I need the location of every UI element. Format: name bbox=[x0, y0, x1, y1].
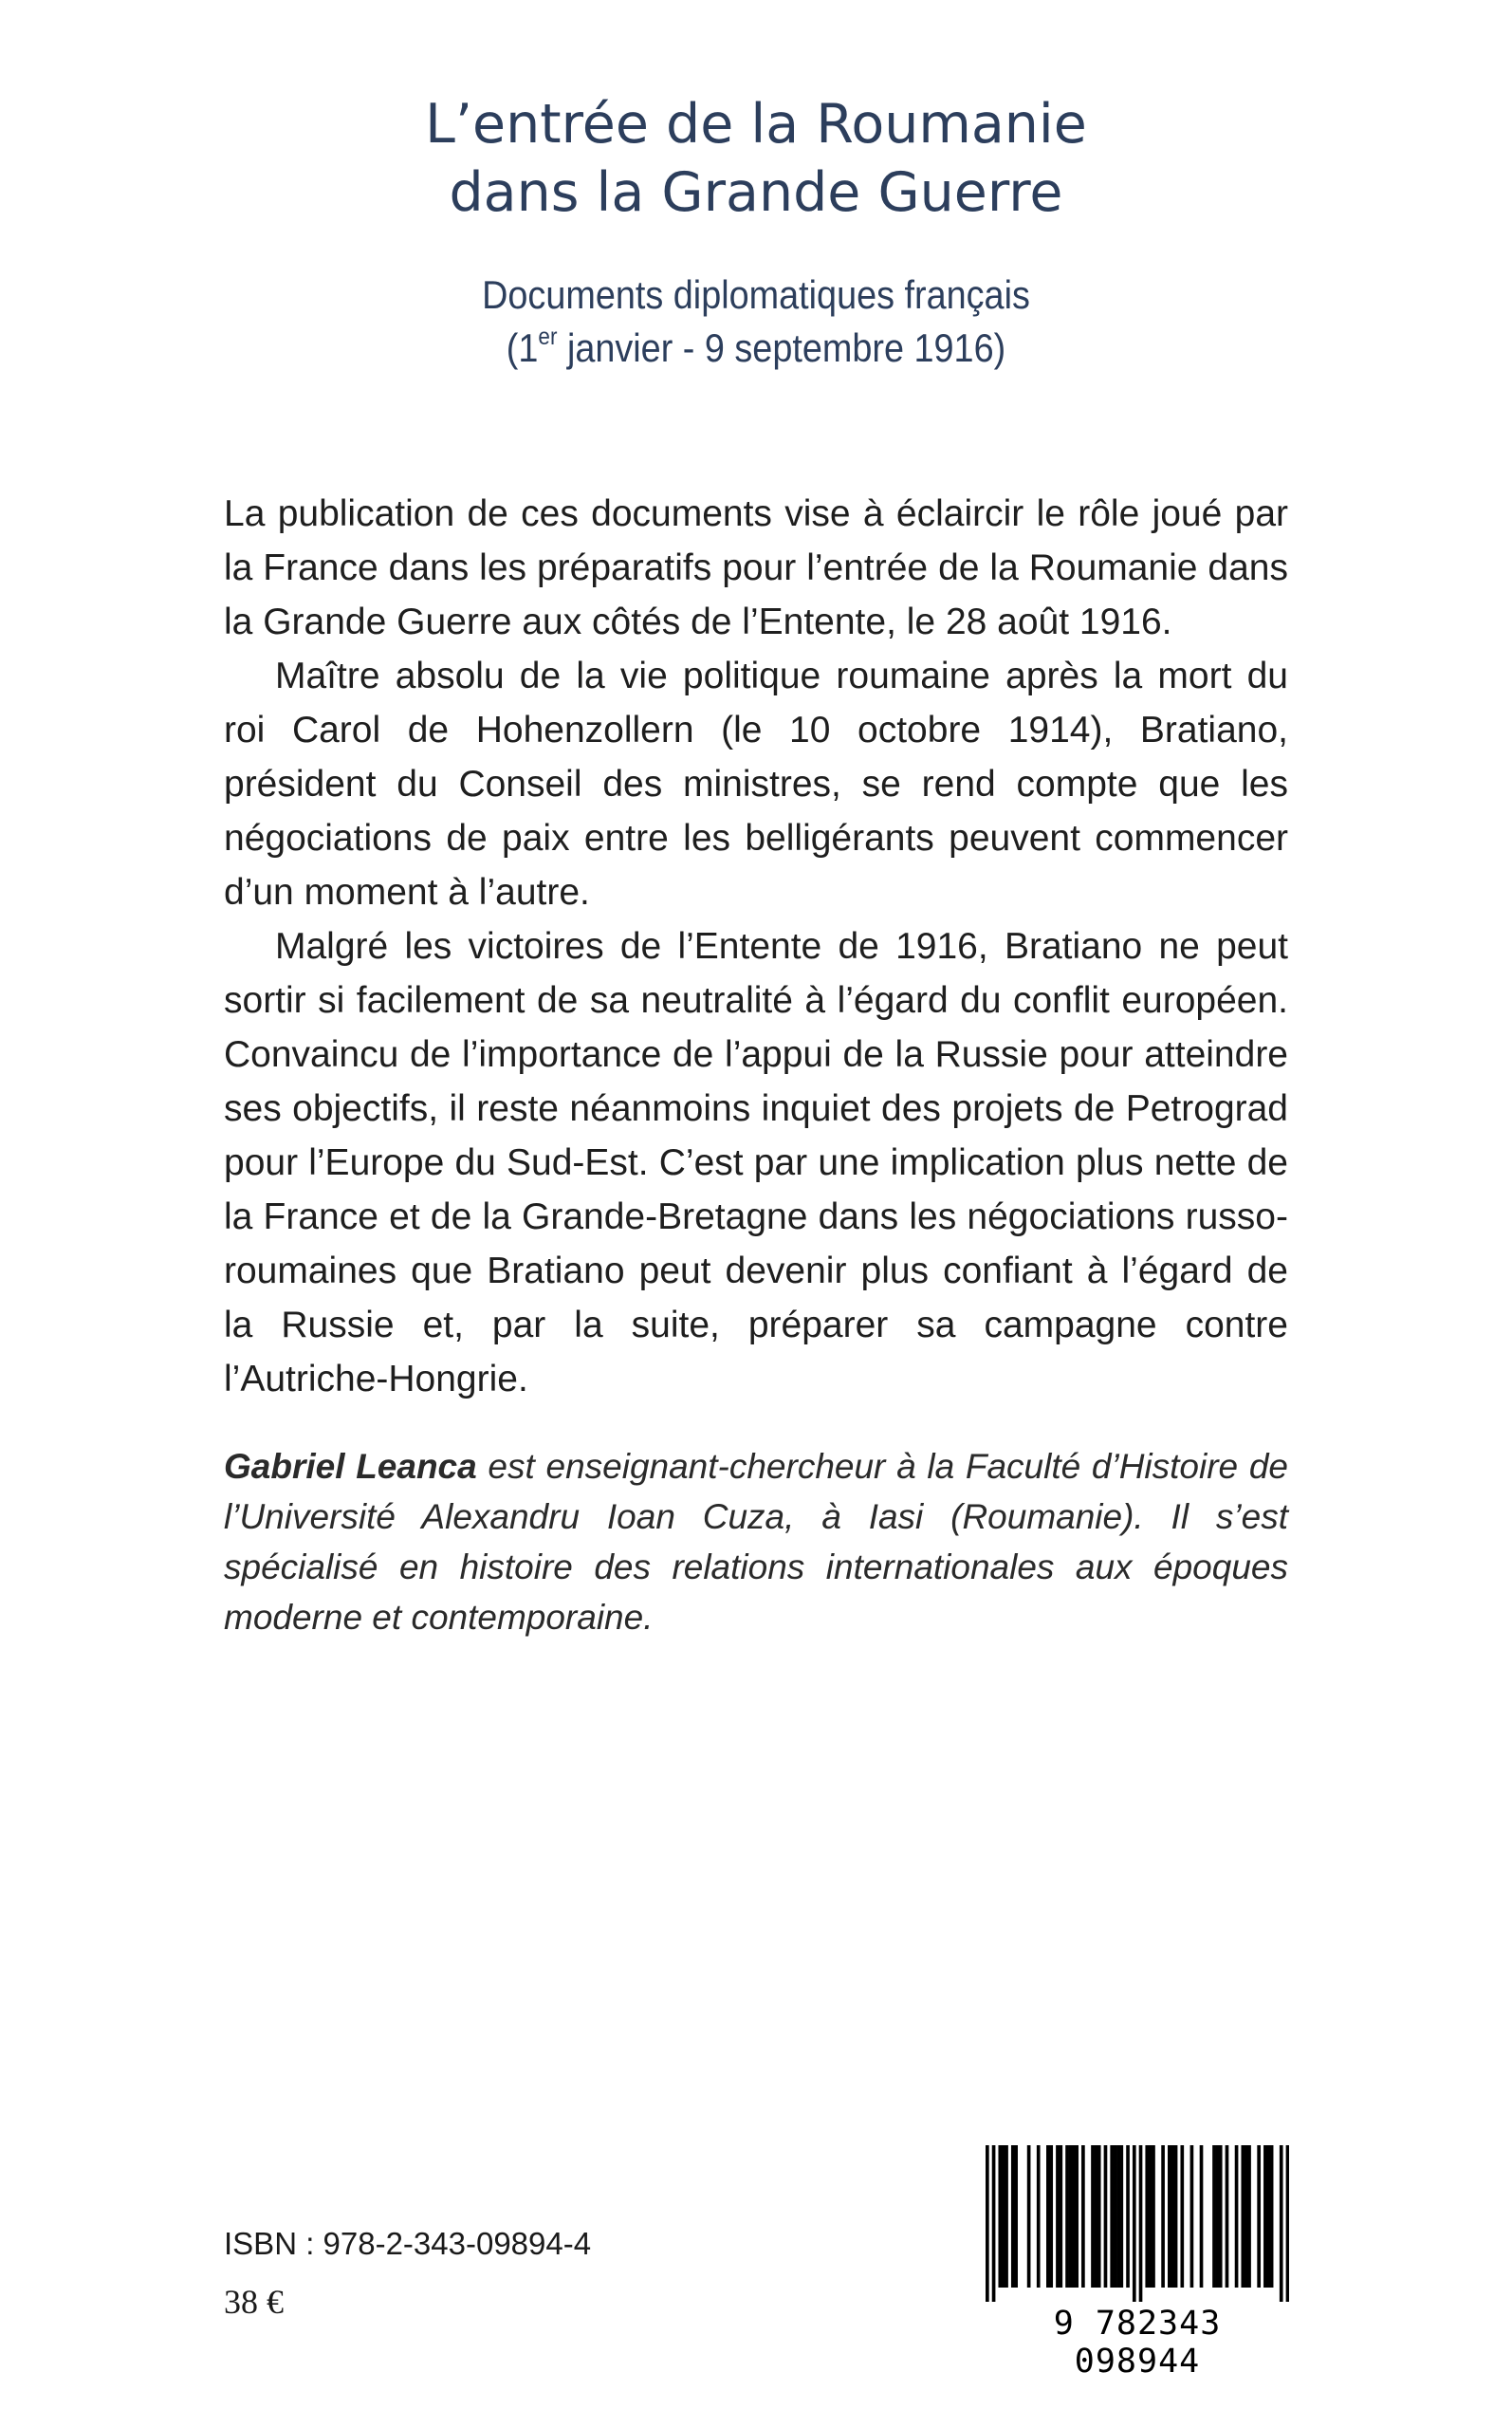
barcode-bar bbox=[1005, 2145, 1008, 2288]
barcode-bar bbox=[1110, 2145, 1114, 2288]
barcode-bar bbox=[1049, 2145, 1053, 2288]
barcode-bar bbox=[1065, 2145, 1069, 2288]
book-subtitle bbox=[76, 269, 1437, 375]
barcode-bar bbox=[1027, 2145, 1031, 2288]
barcode-bar bbox=[1145, 2145, 1149, 2288]
barcode-guard-bar bbox=[1139, 2145, 1143, 2302]
title-line-1: L’entrée de la Roumanie bbox=[425, 93, 1087, 156]
barcode-bar bbox=[1241, 2145, 1245, 2288]
barcode-bar bbox=[1152, 2145, 1155, 2288]
barcode-bar bbox=[1114, 2145, 1117, 2288]
barcode-bar bbox=[1174, 2145, 1178, 2288]
barcode-bar bbox=[1190, 2145, 1194, 2288]
barcode-bars bbox=[986, 2145, 1289, 2302]
barcode-bar bbox=[1116, 2145, 1120, 2288]
back-cover-blurb bbox=[224, 487, 1288, 1406]
blurb-paragraph-2: Maître absolu de la vie politique roumaine après la mort du roi Carol de Hohenzollern (le 10 octobre 1914), Bratiano, président du Conseil des ministres, se rend compte que les négociations de paix entre les belligérants peuvent commencer d’un moment à l’autre. bbox=[224, 656, 1288, 913]
barcode-bar bbox=[1126, 2145, 1130, 2288]
barcode-bar bbox=[1081, 2145, 1085, 2288]
barcode-bar bbox=[1104, 2145, 1108, 2288]
barcode-bar bbox=[1069, 2145, 1073, 2288]
barcode-bar bbox=[1270, 2145, 1274, 2288]
barcode-bar bbox=[1011, 2145, 1015, 2288]
barcode-bar bbox=[1037, 2145, 1041, 2288]
subtitle-line-1: Documents diplomatiques français bbox=[482, 272, 1030, 317]
barcode-bar bbox=[1226, 2145, 1229, 2288]
barcode bbox=[986, 2145, 1289, 2381]
barcode-digits: 9 782343 098944 bbox=[1053, 2305, 1222, 2381]
barcode-bar bbox=[1200, 2145, 1204, 2288]
barcode-guard-bar bbox=[986, 2145, 989, 2302]
author-name: Gabriel Leanca bbox=[224, 1447, 477, 1486]
barcode-bar bbox=[1014, 2145, 1018, 2288]
price-label: 38 € bbox=[224, 2283, 284, 2321]
barcode-bar bbox=[1263, 2145, 1267, 2288]
subtitle-superscript: er bbox=[538, 324, 558, 350]
barcode-bar bbox=[1056, 2145, 1060, 2288]
barcode-bar bbox=[1168, 2145, 1171, 2288]
title-line-2: dans la Grande Guerre bbox=[449, 161, 1063, 224]
barcode-bar bbox=[1119, 2145, 1123, 2288]
author-bio bbox=[224, 1441, 1288, 1642]
isbn-label: ISBN : 978-2-343-09894-4 bbox=[224, 2226, 592, 2261]
barcode-bar bbox=[1091, 2145, 1095, 2288]
barcode-bar bbox=[1212, 2145, 1216, 2288]
barcode-guard-bar bbox=[1133, 2145, 1136, 2302]
barcode-bar bbox=[1266, 2145, 1270, 2288]
barcode-bar bbox=[1171, 2145, 1174, 2288]
barcode-bar bbox=[1046, 2145, 1050, 2288]
barcode-bar bbox=[1149, 2145, 1152, 2288]
barcode-bar bbox=[1095, 2145, 1098, 2288]
subtitle-date-open: (1 bbox=[506, 325, 539, 370]
barcode-bar bbox=[1161, 2145, 1165, 2288]
barcode-bar bbox=[1002, 2145, 1005, 2288]
barcode-bar bbox=[1059, 2145, 1062, 2288]
blurb-paragraph-3: Malgré les victoires de l’Entente de 1916, Bratiano ne peut sortir si facilement de sa neutralité à l’égard du conflit européen. Convaincu de l’importance de l’appui de la Russie pour atteindre ses objectifs, il reste néanmoins inquiet des projets de Petrograd pour l’Europe du Sud-Est. C’est par une implication plus nette de la France et de la Grande-Bretagne dans les négociations russo-roumaines que Bratiano peut devenir plus confiant à l’égard de la Russie et, par la suite, préparer sa campagne contre l’Autriche-Hongrie. bbox=[224, 926, 1288, 1399]
subtitle-line-2 bbox=[76, 322, 1437, 375]
blurb-paragraph-1: La publication de ces documents vise à éclaircir le rôle joué par la France dans les préparatifs pour l’entrée de la Roumanie dans la Grande Guerre aux côtés de l’Entente, le 28 août 1916. bbox=[224, 493, 1288, 642]
barcode-bar bbox=[1072, 2145, 1076, 2288]
barcode-guard-bar bbox=[992, 2145, 996, 2302]
barcode-bar bbox=[1257, 2145, 1261, 2288]
author-bio-text: est enseignant-chercheur à la Faculté d’Histoire de l’Université Alexandru Ioan Cuza, à Iasi (Roumanie). Il s’est spécialisé en histoire des relations internationales aux époques moderne et contemporaine. bbox=[224, 1447, 1288, 1637]
barcode-bar bbox=[1216, 2145, 1220, 2288]
barcode-bar bbox=[998, 2145, 1002, 2288]
barcode-bar bbox=[1235, 2145, 1239, 2288]
book-title bbox=[0, 90, 1512, 227]
barcode-bar bbox=[1180, 2145, 1184, 2288]
barcode-bar bbox=[1075, 2145, 1079, 2288]
barcode-bar bbox=[1219, 2145, 1223, 2288]
barcode-bar bbox=[1247, 2145, 1251, 2288]
barcode-bar bbox=[1097, 2145, 1101, 2288]
subtitle-date-rest: janvier - 9 septembre 1916) bbox=[557, 325, 1006, 370]
barcode-guard-bar bbox=[1280, 2145, 1283, 2302]
barcode-bar bbox=[1245, 2145, 1248, 2288]
barcode-guard-bar bbox=[1286, 2145, 1289, 2302]
